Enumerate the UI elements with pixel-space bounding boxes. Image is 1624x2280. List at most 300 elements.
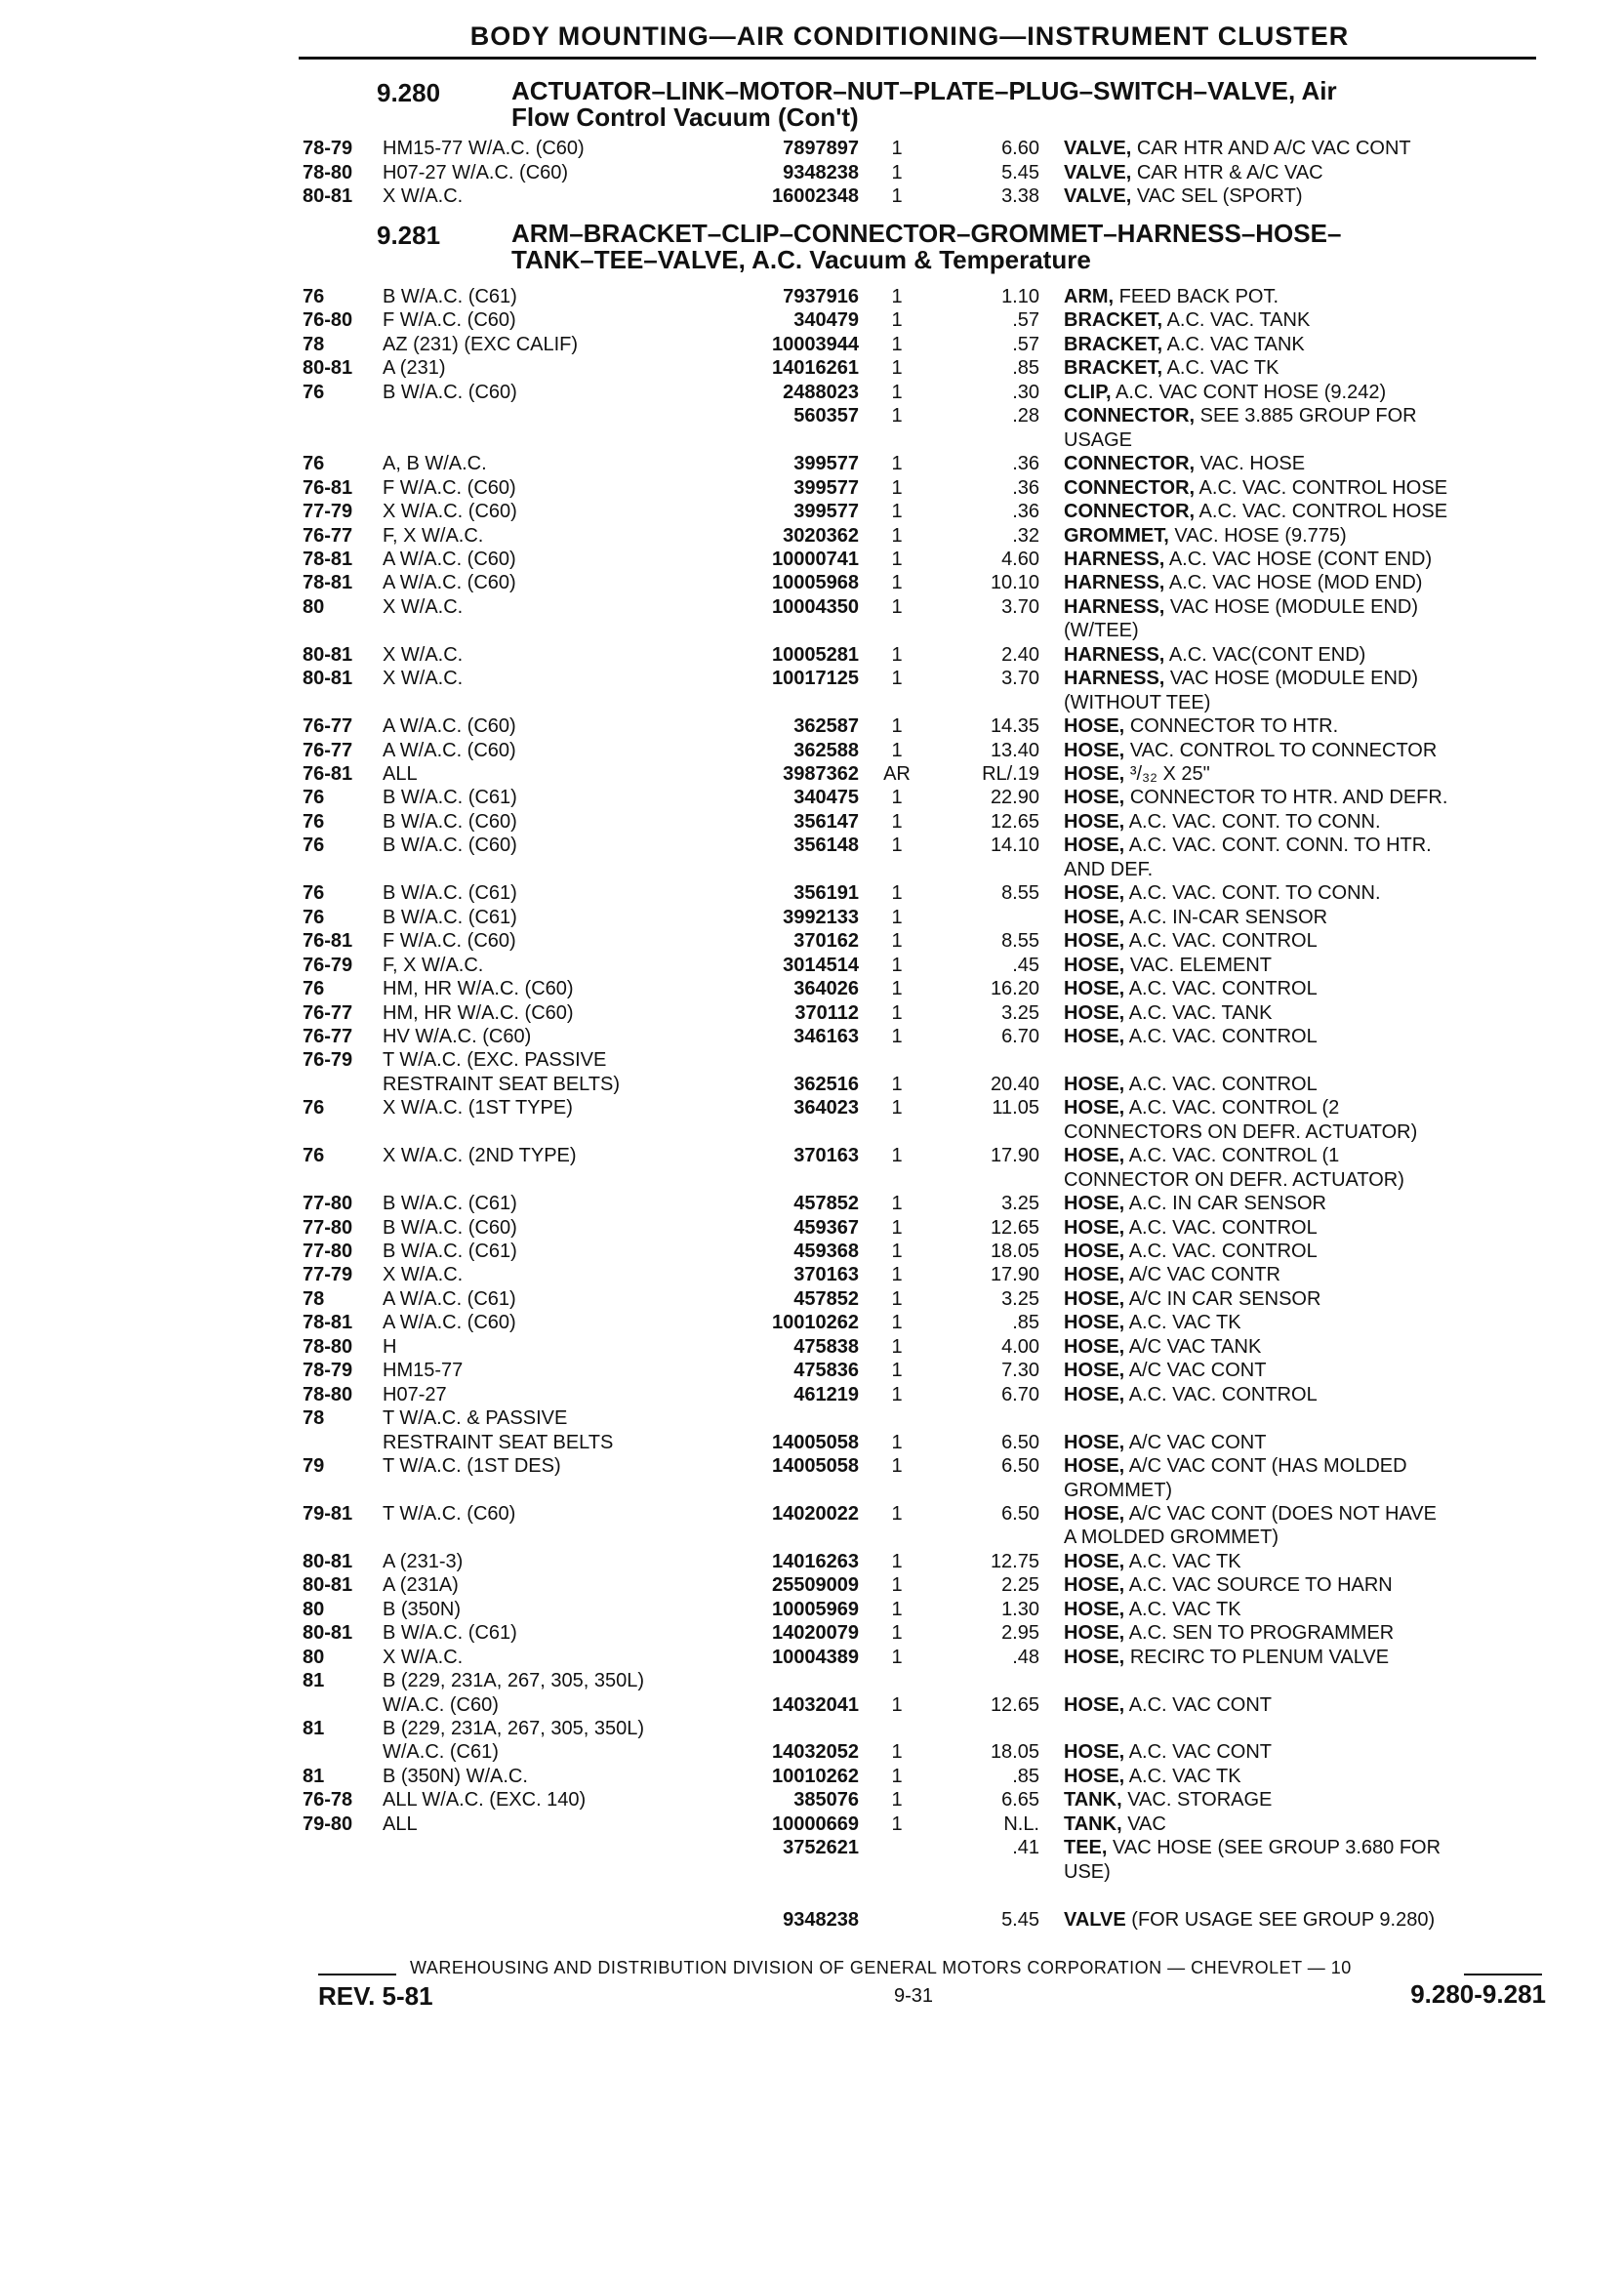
part-number: 9348238 xyxy=(783,161,859,183)
part-detail: A.C. VAC HOSE (MOD END) xyxy=(1168,572,1423,594)
price: 8.55 xyxy=(1001,930,1039,953)
part-detail: VAC HOSE (MODULE END) xyxy=(1169,595,1419,618)
part-description xyxy=(1064,308,1542,332)
model-year: 79 xyxy=(303,1455,325,1478)
part-detail: A/C VAC CONT (DOES NOT HAVE xyxy=(1128,1502,1437,1525)
model-year: 80-81 xyxy=(303,1550,353,1572)
model-year: 76-79 xyxy=(303,954,353,976)
part-detail: A.C. VAC. CONTROL HOSE xyxy=(1198,501,1448,523)
part-name: HOSE, xyxy=(1064,1765,1125,1787)
model-text: HM, HR W/A.C. (C60) xyxy=(383,1001,574,1024)
model-year: 76-79 xyxy=(303,1049,353,1072)
price: .36 xyxy=(1012,453,1039,475)
model-text: B W/A.C. (C60) xyxy=(383,835,517,857)
price: 2.95 xyxy=(1001,1622,1039,1645)
part-description xyxy=(1064,619,1542,642)
part-name: VALVE xyxy=(1064,1908,1126,1931)
model-text: B (229, 231A, 267, 305, 350L) xyxy=(383,1718,644,1739)
model-text: HM15-77 xyxy=(383,1360,464,1382)
price: 5.45 xyxy=(1001,161,1039,183)
part-detail: A.C. VAC SOURCE TO HARN xyxy=(1128,1574,1393,1597)
part-number: 362588 xyxy=(793,739,859,761)
part-number: 10004389 xyxy=(772,1646,859,1668)
part-detail: GROMMET) xyxy=(1064,1479,1173,1501)
part-name: HOSE, xyxy=(1064,1455,1125,1478)
part-description xyxy=(1064,1287,1542,1311)
part-description xyxy=(1064,1621,1542,1645)
model-text: F W/A.C. (C60) xyxy=(383,476,516,499)
quantity: 1 xyxy=(891,1216,903,1239)
model-text: B W/A.C. (C61) xyxy=(383,1622,517,1645)
part-detail: RECIRC TO PLENUM VALVE xyxy=(1129,1646,1390,1668)
part-detail: A.C. IN-CAR SENSOR xyxy=(1128,906,1328,928)
price: 2.25 xyxy=(1001,1574,1039,1597)
price: 1.10 xyxy=(1001,286,1039,307)
part-description xyxy=(1064,1908,1542,1932)
model-text: HM, HR W/A.C. (C60) xyxy=(383,978,574,1000)
model-year: 76-81 xyxy=(303,763,353,785)
quantity: 1 xyxy=(891,1264,903,1286)
model-year: 77-80 xyxy=(303,1216,353,1239)
part-detail: A.C. VAC TK xyxy=(1128,1550,1241,1572)
model-text: B W/A.C. (C61) xyxy=(383,1193,517,1215)
part-detail: A.C. VAC. CONTROL xyxy=(1128,1383,1318,1405)
model-application xyxy=(383,1812,734,1836)
model-application xyxy=(383,667,734,690)
part-detail: USAGE xyxy=(1064,428,1133,451)
part-detail: A.C. SEN TO PROGRAMMER xyxy=(1128,1622,1395,1645)
part-name: HARNESS, xyxy=(1064,572,1165,594)
model-application xyxy=(383,571,734,594)
model-year: 76-77 xyxy=(303,715,353,738)
part-detail: A/C VAC CONT (HAS MOLDED xyxy=(1128,1455,1407,1478)
quantity: 1 xyxy=(891,453,903,475)
model-text: A W/A.C. (C60) xyxy=(383,572,516,594)
part-name: TEE, xyxy=(1064,1837,1108,1859)
part-detail: A.C. VAC. CONTROL (2 xyxy=(1128,1097,1340,1120)
quantity: 1 xyxy=(891,1741,903,1764)
part-name: BRACKET, xyxy=(1064,333,1163,355)
quantity: 1 xyxy=(891,185,903,208)
part-description xyxy=(1064,161,1542,184)
model-year: 80 xyxy=(303,595,325,618)
part-number: 399577 xyxy=(793,501,859,523)
model-application xyxy=(383,906,734,929)
part-name: HOSE, xyxy=(1064,1312,1125,1334)
model-application xyxy=(383,1717,734,1740)
part-number: 457852 xyxy=(793,1193,859,1215)
model-application xyxy=(383,977,734,1000)
quantity: 1 xyxy=(891,1574,903,1597)
part-description xyxy=(1064,1836,1542,1859)
price: 3.25 xyxy=(1001,1001,1039,1024)
part-number: 10000669 xyxy=(772,1812,859,1835)
quantity: 1 xyxy=(891,381,903,403)
quantity: 1 xyxy=(891,643,903,666)
model-application xyxy=(383,524,734,548)
model-year: 78-79 xyxy=(303,1360,353,1382)
model-text: ALL W/A.C. (EXC. 140) xyxy=(383,1789,587,1812)
model-year: 76 xyxy=(303,835,325,857)
part-description xyxy=(1064,285,1542,308)
model-text: W/A.C. (C60) xyxy=(383,1693,499,1716)
quantity: 1 xyxy=(891,572,903,594)
model-text: AZ (231) (EXC CALIF) xyxy=(383,333,579,355)
quantity: 1 xyxy=(891,1241,903,1262)
part-description xyxy=(1064,1788,1542,1812)
quantity: 1 xyxy=(891,524,903,547)
part-name: VALVE, xyxy=(1064,161,1132,183)
part-description xyxy=(1064,1479,1542,1502)
part-description xyxy=(1064,834,1542,857)
model-year: 76-77 xyxy=(303,524,353,547)
part-description xyxy=(1064,524,1542,548)
part-number: 370162 xyxy=(793,930,859,953)
part-name: HOSE, xyxy=(1064,1145,1125,1167)
part-detail: A.C. VAC. CONTROL xyxy=(1128,1216,1318,1239)
model-year: 77-80 xyxy=(303,1193,353,1215)
section-title xyxy=(511,78,1526,131)
section-number: 9.281 xyxy=(377,221,441,250)
part-description xyxy=(1064,1025,1542,1048)
model-year: 79-81 xyxy=(303,1502,353,1525)
part-detail: VAC SEL (SPORT) xyxy=(1136,185,1303,208)
part-name: VALVE, xyxy=(1064,185,1132,208)
quantity: 1 xyxy=(891,1001,903,1024)
model-application xyxy=(383,452,734,475)
part-detail: VAC. HOSE (9.775) xyxy=(1174,524,1347,547)
quantity: 1 xyxy=(891,405,903,428)
model-text: B W/A.C. (C61) xyxy=(383,1241,517,1262)
model-application xyxy=(383,1383,734,1406)
part-number: 14020022 xyxy=(772,1502,859,1525)
part-description xyxy=(1064,762,1542,786)
part-name: TANK, xyxy=(1064,1789,1122,1812)
model-text: X W/A.C. (2ND TYPE) xyxy=(383,1145,577,1167)
quantity: 1 xyxy=(891,1431,903,1453)
part-name: CLIP, xyxy=(1064,381,1112,403)
model-year: 78-79 xyxy=(303,138,353,159)
price: 12.65 xyxy=(990,810,1039,833)
price: 3.25 xyxy=(1001,1193,1039,1215)
model-application xyxy=(383,161,734,184)
model-year: 76 xyxy=(303,1145,325,1167)
model-year: 77-80 xyxy=(303,1241,353,1262)
price: 7.30 xyxy=(1001,1360,1039,1382)
price: 10.10 xyxy=(990,572,1039,594)
quantity: 1 xyxy=(891,476,903,499)
part-number: 3014514 xyxy=(783,954,859,976)
part-number: 10005969 xyxy=(772,1598,859,1620)
model-application xyxy=(383,1669,734,1692)
model-application xyxy=(383,762,734,786)
model-application xyxy=(383,1621,734,1645)
quantity: 1 xyxy=(891,978,903,1000)
price: 5.45 xyxy=(1001,1908,1039,1931)
price: 2.40 xyxy=(1001,643,1039,666)
quantity: 1 xyxy=(891,882,903,905)
part-name: HOSE, xyxy=(1064,739,1125,761)
price: 14.10 xyxy=(990,835,1039,857)
price: .85 xyxy=(1012,357,1039,380)
part-detail: A.C. VAC. CONTROL xyxy=(1128,930,1318,953)
model-text: F, X W/A.C. xyxy=(383,524,484,547)
model-year: 76-77 xyxy=(303,1001,353,1024)
model-year: 76-81 xyxy=(303,930,353,953)
part-description xyxy=(1064,1359,1542,1382)
model-text: RESTRAINT SEAT BELTS) xyxy=(383,1073,621,1095)
part-detail: A.C. VAC HOSE (CONT END) xyxy=(1168,548,1433,570)
part-name: CONNECTOR, xyxy=(1064,453,1196,475)
part-description xyxy=(1064,333,1542,356)
part-description xyxy=(1064,476,1542,500)
part-number: 459367 xyxy=(793,1216,859,1239)
part-description xyxy=(1064,571,1542,594)
model-year: 76 xyxy=(303,453,325,475)
part-detail: CONNECTORS ON DEFR. ACTUATOR) xyxy=(1064,1120,1418,1143)
model-text: H07-27 W/A.C. (C60) xyxy=(383,161,569,183)
model-text: B W/A.C. (C61) xyxy=(383,882,517,905)
quantity: 1 xyxy=(891,715,903,738)
part-description xyxy=(1064,1168,1542,1192)
model-application xyxy=(383,1073,734,1096)
model-year: 80-81 xyxy=(303,1574,353,1597)
model-text: RESTRAINT SEAT BELTS xyxy=(383,1431,614,1453)
price: .36 xyxy=(1012,501,1039,523)
part-description xyxy=(1064,1693,1542,1717)
model-year: 76 xyxy=(303,787,325,809)
quantity: 1 xyxy=(891,1145,903,1167)
part-name: HOSE, xyxy=(1064,1193,1125,1215)
part-description xyxy=(1064,404,1542,428)
price: .32 xyxy=(1012,524,1039,547)
part-name: HOSE, xyxy=(1064,1622,1125,1645)
part-number: 9348238 xyxy=(783,1908,859,1931)
part-name: BRACKET, xyxy=(1064,309,1163,332)
part-number: 10010262 xyxy=(772,1312,859,1334)
part-detail: CONNECTOR TO HTR. AND DEFR. xyxy=(1129,787,1448,809)
price: .85 xyxy=(1012,1312,1039,1334)
model-text: HV W/A.C. (C60) xyxy=(383,1025,532,1047)
model-year: 80 xyxy=(303,1598,325,1620)
model-application xyxy=(383,1096,734,1120)
part-name: HOSE, xyxy=(1064,1287,1125,1310)
part-number: 461219 xyxy=(793,1383,859,1405)
part-description xyxy=(1064,1263,1542,1286)
part-number: 10004350 xyxy=(772,595,859,618)
part-detail: VAC HOSE (MODULE END) xyxy=(1169,668,1419,690)
part-number: 25509009 xyxy=(772,1574,859,1597)
model-application xyxy=(383,308,734,332)
price: 1.30 xyxy=(1001,1598,1039,1620)
model-application xyxy=(383,1048,734,1072)
quantity: 1 xyxy=(891,739,903,761)
model-year: 80 xyxy=(303,1646,325,1668)
part-name: HOSE, xyxy=(1064,1383,1125,1405)
part-detail: VAC. HOSE xyxy=(1199,453,1306,475)
part-number: 7937916 xyxy=(783,286,859,307)
section-title-line-1: ACTUATOR–LINK–MOTOR–NUT–PLATE–PLUG–SWITCH–VALVE, Air xyxy=(511,76,1337,105)
part-description xyxy=(1064,714,1542,738)
price: N.L. xyxy=(1003,1812,1039,1835)
part-description xyxy=(1064,1001,1542,1025)
model-text: HM15-77 W/A.C. (C60) xyxy=(383,138,585,159)
model-application xyxy=(383,1550,734,1573)
model-year: 76-80 xyxy=(303,309,353,332)
model-application xyxy=(383,356,734,380)
model-text: B W/A.C. (C61) xyxy=(383,286,517,307)
price: 6.70 xyxy=(1001,1383,1039,1405)
part-name: HOSE, xyxy=(1064,787,1125,809)
price: 20.40 xyxy=(990,1073,1039,1095)
page-header-title: BODY MOUNTING—AIR CONDITIONING—INSTRUMENT CLUSTER xyxy=(469,21,1350,51)
model-text: B W/A.C. (C60) xyxy=(383,1216,517,1239)
part-description xyxy=(1064,1431,1542,1454)
part-detail: AND DEF. xyxy=(1064,858,1154,880)
part-detail: A/C IN CAR SENSOR xyxy=(1128,1287,1321,1310)
price: 12.65 xyxy=(990,1693,1039,1716)
model-text: X W/A.C. (1ST TYPE) xyxy=(383,1097,573,1120)
price: .45 xyxy=(1012,954,1039,976)
quantity: 1 xyxy=(891,1812,903,1835)
model-text: A W/A.C. (C60) xyxy=(383,1312,516,1334)
price: 12.75 xyxy=(990,1550,1039,1572)
model-text: A (231) xyxy=(383,357,446,380)
part-description xyxy=(1064,906,1542,929)
part-description xyxy=(1064,810,1542,834)
part-detail: A.C. VAC TANK xyxy=(1166,333,1305,355)
part-number: 10005281 xyxy=(772,643,859,666)
part-detail: (FOR USAGE SEE GROUP 9.280) xyxy=(1131,1908,1436,1931)
part-number: 14016263 xyxy=(772,1550,859,1572)
part-description xyxy=(1064,739,1542,762)
part-description xyxy=(1064,137,1542,160)
model-year: 78-80 xyxy=(303,1383,353,1405)
quantity: 1 xyxy=(891,1693,903,1716)
part-detail: VAC HOSE (SEE GROUP 3.680 FOR xyxy=(1113,1837,1441,1859)
price: 18.05 xyxy=(990,1741,1039,1764)
part-description xyxy=(1064,977,1542,1000)
model-year: 81 xyxy=(303,1765,325,1787)
part-name: HOSE, xyxy=(1064,835,1125,857)
model-text: A W/A.C. (C61) xyxy=(383,1287,516,1310)
part-number: 14020079 xyxy=(772,1622,859,1645)
model-text: A W/A.C. (C60) xyxy=(383,715,516,738)
price: 11.05 xyxy=(992,1097,1039,1120)
model-year: 78 xyxy=(303,1407,325,1430)
model-year: 80-81 xyxy=(303,1622,353,1645)
model-application xyxy=(383,1192,734,1215)
part-number: 340479 xyxy=(793,309,859,332)
model-text: A W/A.C. (C60) xyxy=(383,739,516,761)
model-application xyxy=(383,643,734,667)
price: 6.50 xyxy=(1001,1502,1039,1525)
part-number: 3987362 xyxy=(783,763,859,785)
quantity: 1 xyxy=(891,954,903,976)
price: 4.60 xyxy=(1001,548,1039,570)
model-text: X W/A.C. xyxy=(383,643,464,666)
part-name: HOSE, xyxy=(1064,1335,1125,1358)
model-year: 76 xyxy=(303,381,325,403)
part-detail: (W/TEE) xyxy=(1064,620,1139,642)
quantity: 1 xyxy=(891,1598,903,1620)
model-year: 76 xyxy=(303,882,325,905)
model-year: 78-80 xyxy=(303,1335,353,1358)
model-year: 78-80 xyxy=(303,161,353,183)
model-application xyxy=(383,1598,734,1621)
price: 18.05 xyxy=(990,1241,1039,1262)
part-name: HOSE, xyxy=(1064,1025,1125,1047)
model-application xyxy=(383,184,734,208)
price: 3.25 xyxy=(1001,1287,1039,1310)
model-application xyxy=(383,285,734,308)
part-description xyxy=(1064,1502,1542,1526)
part-name: HOSE, xyxy=(1064,810,1125,833)
model-year: 78-81 xyxy=(303,572,353,594)
part-detail: VAC xyxy=(1127,1812,1166,1835)
part-description xyxy=(1064,356,1542,380)
model-text: A (231-3) xyxy=(383,1550,464,1572)
part-description xyxy=(1064,1860,1542,1884)
group-range: 9.280-9.281 xyxy=(1410,1979,1546,2009)
price: RL/.19 xyxy=(982,763,1039,785)
part-description xyxy=(1064,1550,1542,1573)
part-detail: A/C VAC CONT xyxy=(1128,1431,1267,1453)
model-text: A (231A) xyxy=(383,1574,459,1597)
model-application xyxy=(383,929,734,953)
part-number: 475838 xyxy=(793,1335,859,1358)
part-name: HOSE, xyxy=(1064,1001,1125,1024)
model-year: 76 xyxy=(303,810,325,833)
part-number: 385076 xyxy=(793,1789,859,1812)
part-number: 364026 xyxy=(793,978,859,1000)
revision-label: REV. 5-81 xyxy=(318,1981,433,2011)
quantity: 1 xyxy=(891,1550,903,1572)
part-number: 10003944 xyxy=(772,333,859,355)
model-application xyxy=(383,1788,734,1812)
model-year: 78 xyxy=(303,1287,325,1310)
model-text: T W/A.C. (1ST DES) xyxy=(383,1455,561,1478)
part-number: 7897897 xyxy=(783,138,859,159)
model-text: B W/A.C. (C60) xyxy=(383,381,517,403)
model-text: A W/A.C. (C60) xyxy=(383,548,516,570)
price: 6.60 xyxy=(1001,138,1039,159)
part-name: HOSE, xyxy=(1064,906,1125,928)
model-application xyxy=(383,500,734,523)
quantity: 1 xyxy=(891,1097,903,1120)
part-detail: CONNECTOR ON DEFR. ACTUATOR) xyxy=(1064,1168,1404,1191)
part-name: ARM, xyxy=(1064,286,1115,307)
price: 12.65 xyxy=(990,1216,1039,1239)
quantity: 1 xyxy=(891,357,903,380)
part-number: 14016261 xyxy=(772,357,859,380)
model-year: 76 xyxy=(303,906,325,928)
quantity: 1 xyxy=(891,595,903,618)
model-year: 76 xyxy=(303,978,325,1000)
part-name: HARNESS, xyxy=(1064,548,1165,570)
section-number: 9.280 xyxy=(377,78,441,107)
part-name: HOSE, xyxy=(1064,1264,1125,1286)
footer-division: WAREHOUSING AND DISTRIBUTION DIVISION OF GENERAL MOTORS CORPORATION — CHEVROLET — 10 xyxy=(410,1958,1352,1977)
part-detail: VAC. CONTROL TO CONNECTOR xyxy=(1129,739,1438,761)
model-application xyxy=(383,1454,734,1478)
part-number: 10010262 xyxy=(772,1765,859,1787)
part-description xyxy=(1064,929,1542,953)
model-application xyxy=(383,954,734,977)
model-application xyxy=(383,714,734,738)
model-text: X W/A.C. xyxy=(383,595,464,618)
part-detail: A.C. VAC. CONTROL xyxy=(1128,1241,1318,1262)
